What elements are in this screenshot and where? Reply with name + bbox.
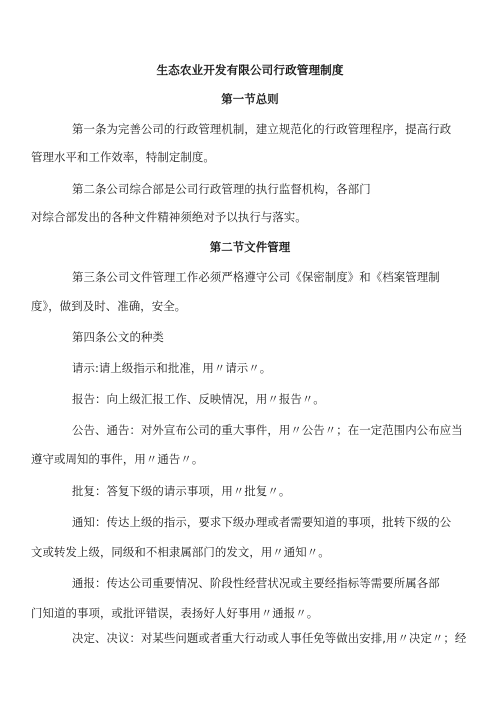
paragraph-line: 第二条公司综合部是公司行政管理的执行监督机构，各部门 [72,182,371,196]
paragraph-line: 门知道的事项，或批评错误，表扬好人好事用〃通报〃。 [31,606,319,620]
paragraph-line: 第四条公文的种类 [72,330,164,344]
paragraph-line: 第三条公司文件管理工作必须严格遵守公司《保密制度》和《档案管理制 [72,270,440,284]
paragraph-line: 公告、通告：对外宣布公司的重大事件，用〃公告〃；在一定范围内公布应当 [72,423,463,437]
paragraph-line: 对综合部发出的各种文件精神须绝对予以执行与落实。 [31,210,307,224]
document-title: 生态农业开发有限公司行政管理制度 [156,63,344,77]
paragraph-line: 遵守或周知的事件，用〃通告〃。 [31,452,204,466]
paragraph-line: 第一条为完善公司的行政管理机制，建立规范化的行政管理程序，提高行政 [72,122,452,136]
paragraph-line: 文或转发上级，同级和不相隶属部门的发文，用〃通知〃。 [31,545,330,559]
paragraph-line: 决定、决议：对某些问题或者重大行动或人事任免等做出安排,用〃决定〃；经 [72,631,467,645]
paragraph-line: 报告：向上级汇报工作、反映情况，用〃报告〃。 [72,392,325,406]
paragraph-line: 度》，做到及时、准确，安全。 [31,299,187,313]
paragraph-line: 管理水平和工作效率，特制定制度。 [31,150,215,164]
paragraph-line: 通知：传达上级的指示，要求下级办理或者需要知道的事项，批转下级的公 [72,515,452,529]
paragraph-line: 批复：答复下级的请示事项，用〃批复〃。 [72,484,291,498]
paragraph-line: 请示:请上级指示和批准，用〃请示〃。 [72,361,272,375]
paragraph-line: 通报：传达公司重要情况、阶段性经营状况或主要经指标等需要所属各部 [72,576,440,590]
section-heading-documents: 第二节文件管理 [209,240,291,254]
section-heading-general: 第一节总则 [221,92,279,106]
